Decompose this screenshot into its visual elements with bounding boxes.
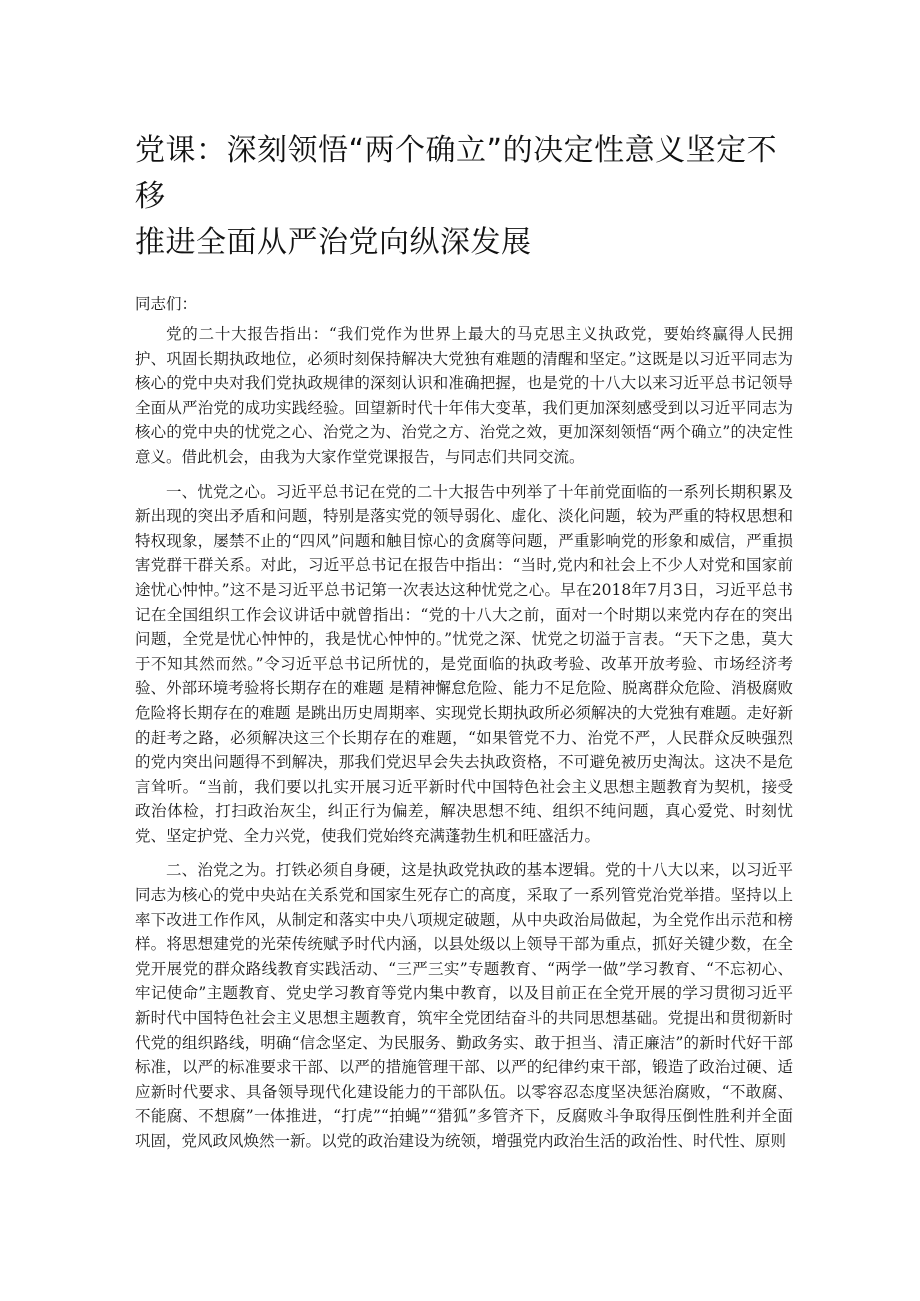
title-line-1: 党课：深刻领悟“两个确立”的决定性意义坚定不移: [135, 133, 778, 214]
document-title: [135, 128, 793, 266]
paragraph-section-2: 二、治党之为。打铁必须自身硬，这是执政党执政的基本逻辑。党的十八大以来，以习近平同志为核心的党中央站在关系党和国家生死存亡的高度，采取了一系列管党治党举措。坚持以上率下改进工作作风，从制定和落实中央八项规定破题，从中央政治局做起，为全党作出示范和榜样。将思想建党的光荣传统赋予时代内涵，以县处级以上领导干部为重点，抓好关键少数，在全党开展党的群众路线教育实践活动、“三严三实”专题教育、“两学一做”学习教育、“不忘初心、牢记使命”主题教育、党史学习教育等党内集中教育，以及目前正在全党开展的学习贯彻习近平新时代中国特色社会主义思想主题教育，筑牢全党团结奋斗的共同思想基础。党提出和贯彻新时代党的组织路线，明确“信念坚定、为民服务、勤政务实、敢于担当、清正廉洁”的新时代好干部标准，以严的标准要求干部、以严的措施管理干部、以严的纪律约束干部，锻造了政治过硬、适应新时代要求、具备领导现代化建设能力的干部队伍。以零容忍态度坚决惩治腐败，“不敢腐、不能腐、不想腐”一体推进，“打虎”“拍蝇”“猎狐”多管齐下，反腐败斗争取得压倒性胜利并全面巩固，党风政风焕然一新。以党的政治建设为统领，增强党内政治生活的政治性、时代性、原则: [135, 861, 793, 1150]
document-body: [135, 128, 793, 1154]
greeting: 同志们：: [135, 295, 198, 313]
title-line-2: 推进全面从严治党向纵深发展: [135, 225, 532, 260]
paragraph-intro: 党的二十大报告指出：“我们党作为世界上最大的马克思主义执政党，要始终赢得人民拥护、巩固长期执政地位，必须时刻保持解决大党独有难题的清醒和坚定。”这既是以习近平同志为核心的党中央对我们党执政规律的深刻认识和准确把握，也是党的十八大以来习近平总书记领导全面从严治党的成功实践经验。回望新时代十年伟大变革，我们更加深刻感受到以习近平同志为核心的党中央的忧党之心、治党之为、治党之方、治党之效，更加深刻领悟“两个确立”的决定性意义。借此机会，由我为大家作堂党课报告，与同志们共同交流。: [135, 325, 793, 466]
paragraph-section-1: 一、忧党之心。习近平总书记在党的二十大报告中列举了十年前党面临的一系列长期积累及新出现的突出矛盾和问题，特别是落实党的领导弱化、虚化、淡化问题，较为严重的特权思想和特权现象，屡禁不止的“四风”问题和触目惊心的贪腐等问题，严重影响党的形象和威信，严重损害党群干群关系。对此，习近平总书记在报告中指出：“当时,党内和社会上不少人对党和国家前途忧心忡忡。”这不是习近平总书记第一次表达这种忧党之心。早在2018年7月3日，习近平总书记在全国组织工作会议讲话中就曾指出：“党的十八大之前，面对一个时期以来党内存在的突出问题，全党是忧心忡忡的，我是忧心忡忡的。”忧党之深、忧党之切溢于言表。“天下之患，莫大于不知其然而然。”令习近平总书记所忧的，是党面临的执政考验、改革开放考验、市场经济考验、外部环境考验将长期存在的难题 是精神懈怠危险、能力不足危险、脱离群众危险、消极腐败危险将长期存在的难题 是跳出历史周期率、实现党长期执政所必须解决的大党独有难题。走好新的赶考之路，必须解决这三个长期存在的难题，“如果管党不力、治党不严，人民群众反映强烈的党内突出问题得不到解决，那我们党迟早会失去执政资格，不可避免被历史淘汰。这决不是危言耸听。“当前，我们要以扎实开展习近平新时代中国特色社会主义思想主题教育为契机，接受政治体检，打扫政治灰尘，纠正行为偏差，解决思想不纯、组织不纯问题，真心爱党、时刻忧党、坚定护党、全力兴党，使我们党始终充满蓬勃生机和旺盛活力。: [135, 482, 793, 845]
